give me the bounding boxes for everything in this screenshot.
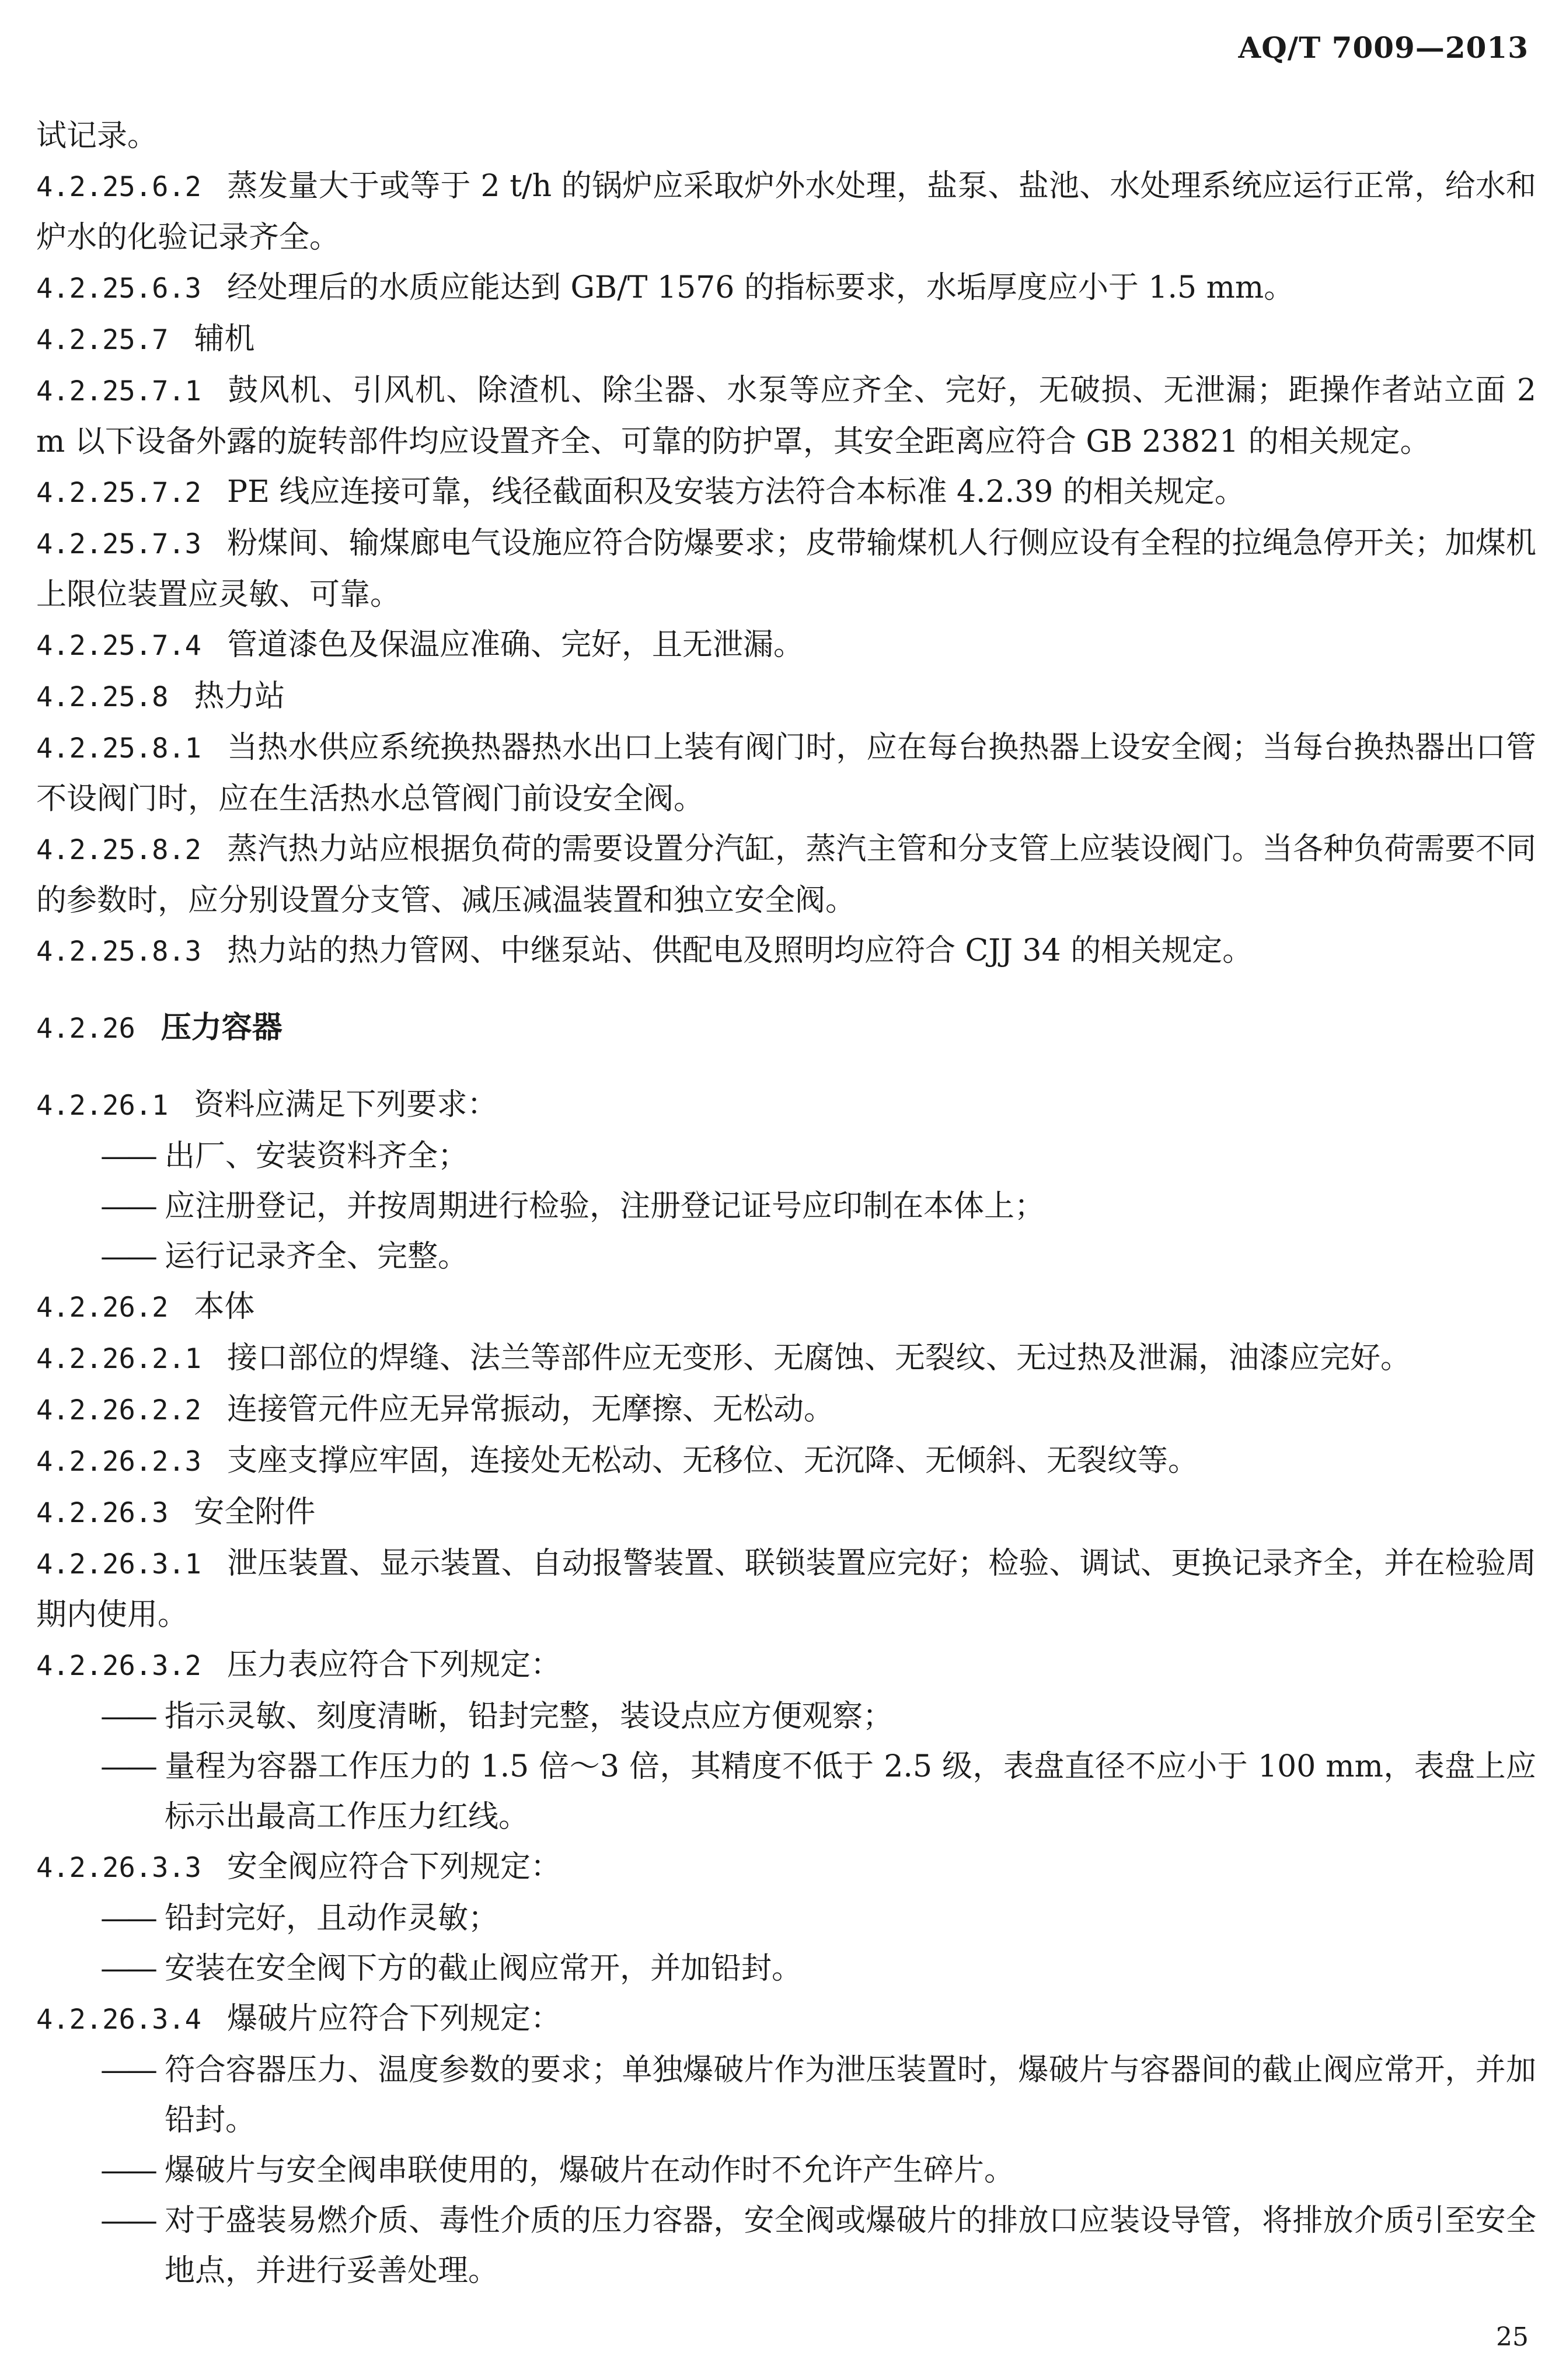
- clause-4-2-26-3-1: [36, 1538, 1536, 1640]
- clause-number: 4.2.25.6.2: [36, 171, 201, 203]
- clause-text: 管道漆色及保温应准确、完好，且无泄漏。: [226, 627, 804, 662]
- clause-4-2-26-3-4: [36, 1994, 1536, 2045]
- list-item-text: 量程为容器工作压力的 1.5 倍～3 倍，其精度不低于 2.5 级，表盘直径不应小于 100 mm，表盘上应标示出最高工作压力红线。: [165, 1749, 1536, 1834]
- clause-4-2-25-6-2: [36, 161, 1536, 263]
- dash-list-item: [100, 1742, 1536, 1842]
- section-heading-4-2-26: [36, 1003, 1536, 1054]
- clause-4-2-26-3: [36, 1487, 1536, 1538]
- dash-marker: ——: [100, 2153, 154, 2188]
- clause-4-2-25-7-4: [36, 620, 1536, 671]
- clause-4-2-26-2: [36, 1282, 1536, 1333]
- dash-list-item: [100, 2045, 1536, 2145]
- clause-4-2-26-2-1: [36, 1333, 1536, 1384]
- list-item-text: 应注册登记，并按周期进行检验，注册登记证号应印制在本体上；: [165, 1189, 1045, 1224]
- dash-list-item: [100, 2196, 1536, 2296]
- clause-text: 连接管元件应无异常振动，无摩擦、无松动。: [226, 1392, 834, 1427]
- clause-number: 4.2.26.3.1: [36, 1548, 201, 1580]
- clause-text: 爆破片应符合下列规定：: [226, 2001, 561, 2036]
- dash-list-item: [100, 1181, 1536, 1231]
- paragraph-text: 试记录。: [36, 118, 158, 153]
- clause-text: 安全阀应符合下列规定：: [226, 1849, 561, 1885]
- dash-marker: ——: [100, 1749, 154, 1784]
- clause-number: 4.2.25.8.3: [36, 936, 201, 968]
- clause-number: 4.2.26.3.4: [36, 2004, 201, 2036]
- clause-4-2-26-2-3: [36, 1436, 1536, 1487]
- clause-number: 4.2.26.3: [36, 1497, 169, 1529]
- clause-text: 泄压装置、显示装置、自动报警装置、联锁装置应完好；检验、调试、更换记录齐全，并在检验周期内使用。: [36, 1546, 1536, 1632]
- dash-marker: ——: [100, 1239, 154, 1274]
- list-item-text: 安装在安全阀下方的截止阀应常开，并加铅封。: [165, 1951, 803, 1986]
- clause-text: 安全附件: [194, 1495, 316, 1530]
- dash-list-item: [100, 1943, 1536, 1994]
- clause-text: 接口部位的焊缝、法兰等部件应无变形、无腐蚀、无裂纹、无过热及泄漏，油漆应完好。: [226, 1341, 1411, 1376]
- clause-text: 经处理后的水质应能达到 GB/T 1576 的指标要求，水垢厚度应小于 1.5 mm。: [226, 270, 1295, 305]
- clause-4-2-25-7-3: [36, 518, 1536, 620]
- clause-number: 4.2.26.2.1: [36, 1343, 201, 1375]
- clause-text: 蒸汽热力站应根据负荷的需要设置分汽缸，蒸汽主管和分支管上应装设阀门。当各种负荷需要不同的参数时，应分别设置分支管、减压减温装置和独立安全阀。: [36, 832, 1536, 918]
- clause-number: 4.2.26.3.3: [36, 1852, 201, 1884]
- clause-text: 粉煤间、输煤廊电气设施应符合防爆要求；皮带输煤机人行侧应设有全程的拉绳急停开关；加煤机上限位装置应灵敏、可靠。: [36, 526, 1536, 612]
- standard-code-header: AQ/T 7009—2013: [1238, 30, 1529, 65]
- clause-4-2-26-1: [36, 1080, 1536, 1131]
- clause-text: 辅机: [194, 322, 255, 357]
- list-item-text: 指示灵敏、刻度清晰，铅封完整，装设点应方便观察；: [165, 1699, 894, 1734]
- page-number: 25: [1496, 2322, 1529, 2352]
- dash-list-item: [100, 1691, 1536, 1742]
- clause-4-2-25-8: [36, 671, 1536, 723]
- clause-number: 4.2.25.7.3: [36, 528, 201, 560]
- clause-text: 支座支撑应牢固，连接处无松动、无移位、无沉降、无倾斜、无裂纹等。: [226, 1443, 1198, 1478]
- dash-marker: ——: [100, 1951, 154, 1986]
- clause-text: 本体: [194, 1289, 255, 1324]
- clause-text: 热力站: [194, 679, 285, 714]
- dash-marker: ——: [100, 2203, 154, 2238]
- clause-4-2-25-8-2: [36, 824, 1536, 926]
- clause-text: 压力表应符合下列规定：: [226, 1648, 561, 1683]
- dash-list-item: [100, 1131, 1536, 1181]
- dash-marker: ——: [100, 1699, 154, 1734]
- section-4-2-26-body: [36, 1080, 1536, 2296]
- clause-number: 4.2.25.7.4: [36, 630, 201, 662]
- section-4-2-25-continued: [36, 111, 1536, 977]
- dash-marker: ——: [100, 2053, 154, 2088]
- clause-4-2-25-7-1: [36, 365, 1536, 467]
- clause-4-2-26-3-3: [36, 1842, 1536, 1893]
- clause-number: 4.2.25.7: [36, 324, 169, 356]
- clause-number: 4.2.25.7.1: [36, 375, 201, 407]
- dash-marker: ——: [100, 1139, 154, 1174]
- list-item-text: 对于盛装易燃介质、毒性介质的压力容器，安全阀或爆破片的排放口应装设导管，将排放介质引至安全地点，并进行妥善处理。: [165, 2203, 1536, 2288]
- clause-text: 热力站的热力管网、中继泵站、供配电及照明均应符合 CJJ 34 的相关规定。: [226, 933, 1253, 968]
- list-item-text: 爆破片与安全阀串联使用的，爆破片在动作时不允许产生碎片。: [165, 2153, 1015, 2188]
- clause-text: 当热水供应系统换热器热水出口上装有阀门时，应在每台换热器上设安全阀；当每台换热器出口管不设阀门时，应在生活热水总管阀门前设安全阀。: [36, 730, 1536, 816]
- document-body: [36, 111, 1536, 2296]
- clause-4-2-26-3-2: [36, 1640, 1536, 1691]
- clause-number: 4.2.26.3.2: [36, 1650, 201, 1682]
- clause-text: 蒸发量大于或等于 2 t/h 的锅炉应采取炉外水处理，盐泵、盐池、水处理系统应运行正常，给水和炉水的化验记录齐全。: [36, 169, 1536, 255]
- clause-4-2-25-6-3: [36, 263, 1536, 314]
- clause-text: 资料应满足下列要求：: [194, 1087, 498, 1122]
- clause-4-2-25-7-2: [36, 467, 1536, 518]
- dash-marker: ——: [100, 1901, 154, 1936]
- dash-list-item: [100, 2145, 1536, 2196]
- clause-number: 4.2.26.2.2: [36, 1394, 201, 1426]
- list-item-text: 符合容器压力、温度参数的要求；单独爆破片作为泄压装置时，爆破片与容器间的截止阀应常开，并加铅封。: [165, 2053, 1536, 2138]
- clause-number: 4.2.26.2.3: [36, 1446, 201, 1478]
- list-item-text: 铅封完好，且动作灵敏；: [165, 1901, 499, 1936]
- clause-text: PE 线应连接可靠，线径截面积及安装方法符合本标准 4.2.39 的相关规定。: [226, 474, 1245, 509]
- clause-number: 4.2.25.7.2: [36, 477, 201, 509]
- section-title: 压力容器: [161, 1010, 282, 1045]
- clause-number: 4.2.26.1: [36, 1090, 169, 1122]
- clause-4-2-26-2-2: [36, 1384, 1536, 1436]
- clause-number: 4.2.25.8.2: [36, 834, 201, 866]
- dash-marker: ——: [100, 1189, 154, 1224]
- clause-4-2-25-8-3: [36, 926, 1536, 977]
- section-number: 4.2.26: [36, 1013, 135, 1045]
- paragraph-continuation: [36, 111, 1536, 161]
- clause-number: 4.2.26.2: [36, 1292, 169, 1324]
- clause-4-2-25-7: [36, 314, 1536, 365]
- list-item-text: 运行记录齐全、完整。: [165, 1239, 469, 1274]
- clause-4-2-25-8-1: [36, 723, 1536, 824]
- clause-number: 4.2.25.8: [36, 681, 169, 713]
- list-item-text: 出厂、安装资料齐全；: [165, 1139, 469, 1174]
- dash-list-item: [100, 1893, 1536, 1943]
- dash-list-item: [100, 1231, 1536, 1282]
- clause-number: 4.2.25.6.3: [36, 273, 201, 305]
- clause-text: 鼓风机、引风机、除渣机、除尘器、水泵等应齐全、完好，无破损、无泄漏；距操作者站立面 2 m 以下设备外露的旋转部件均应设置齐全、可靠的防护罩，其安全距离应符合 GB 23821 的相关规定。: [36, 373, 1536, 459]
- clause-number: 4.2.25.8.1: [36, 732, 201, 765]
